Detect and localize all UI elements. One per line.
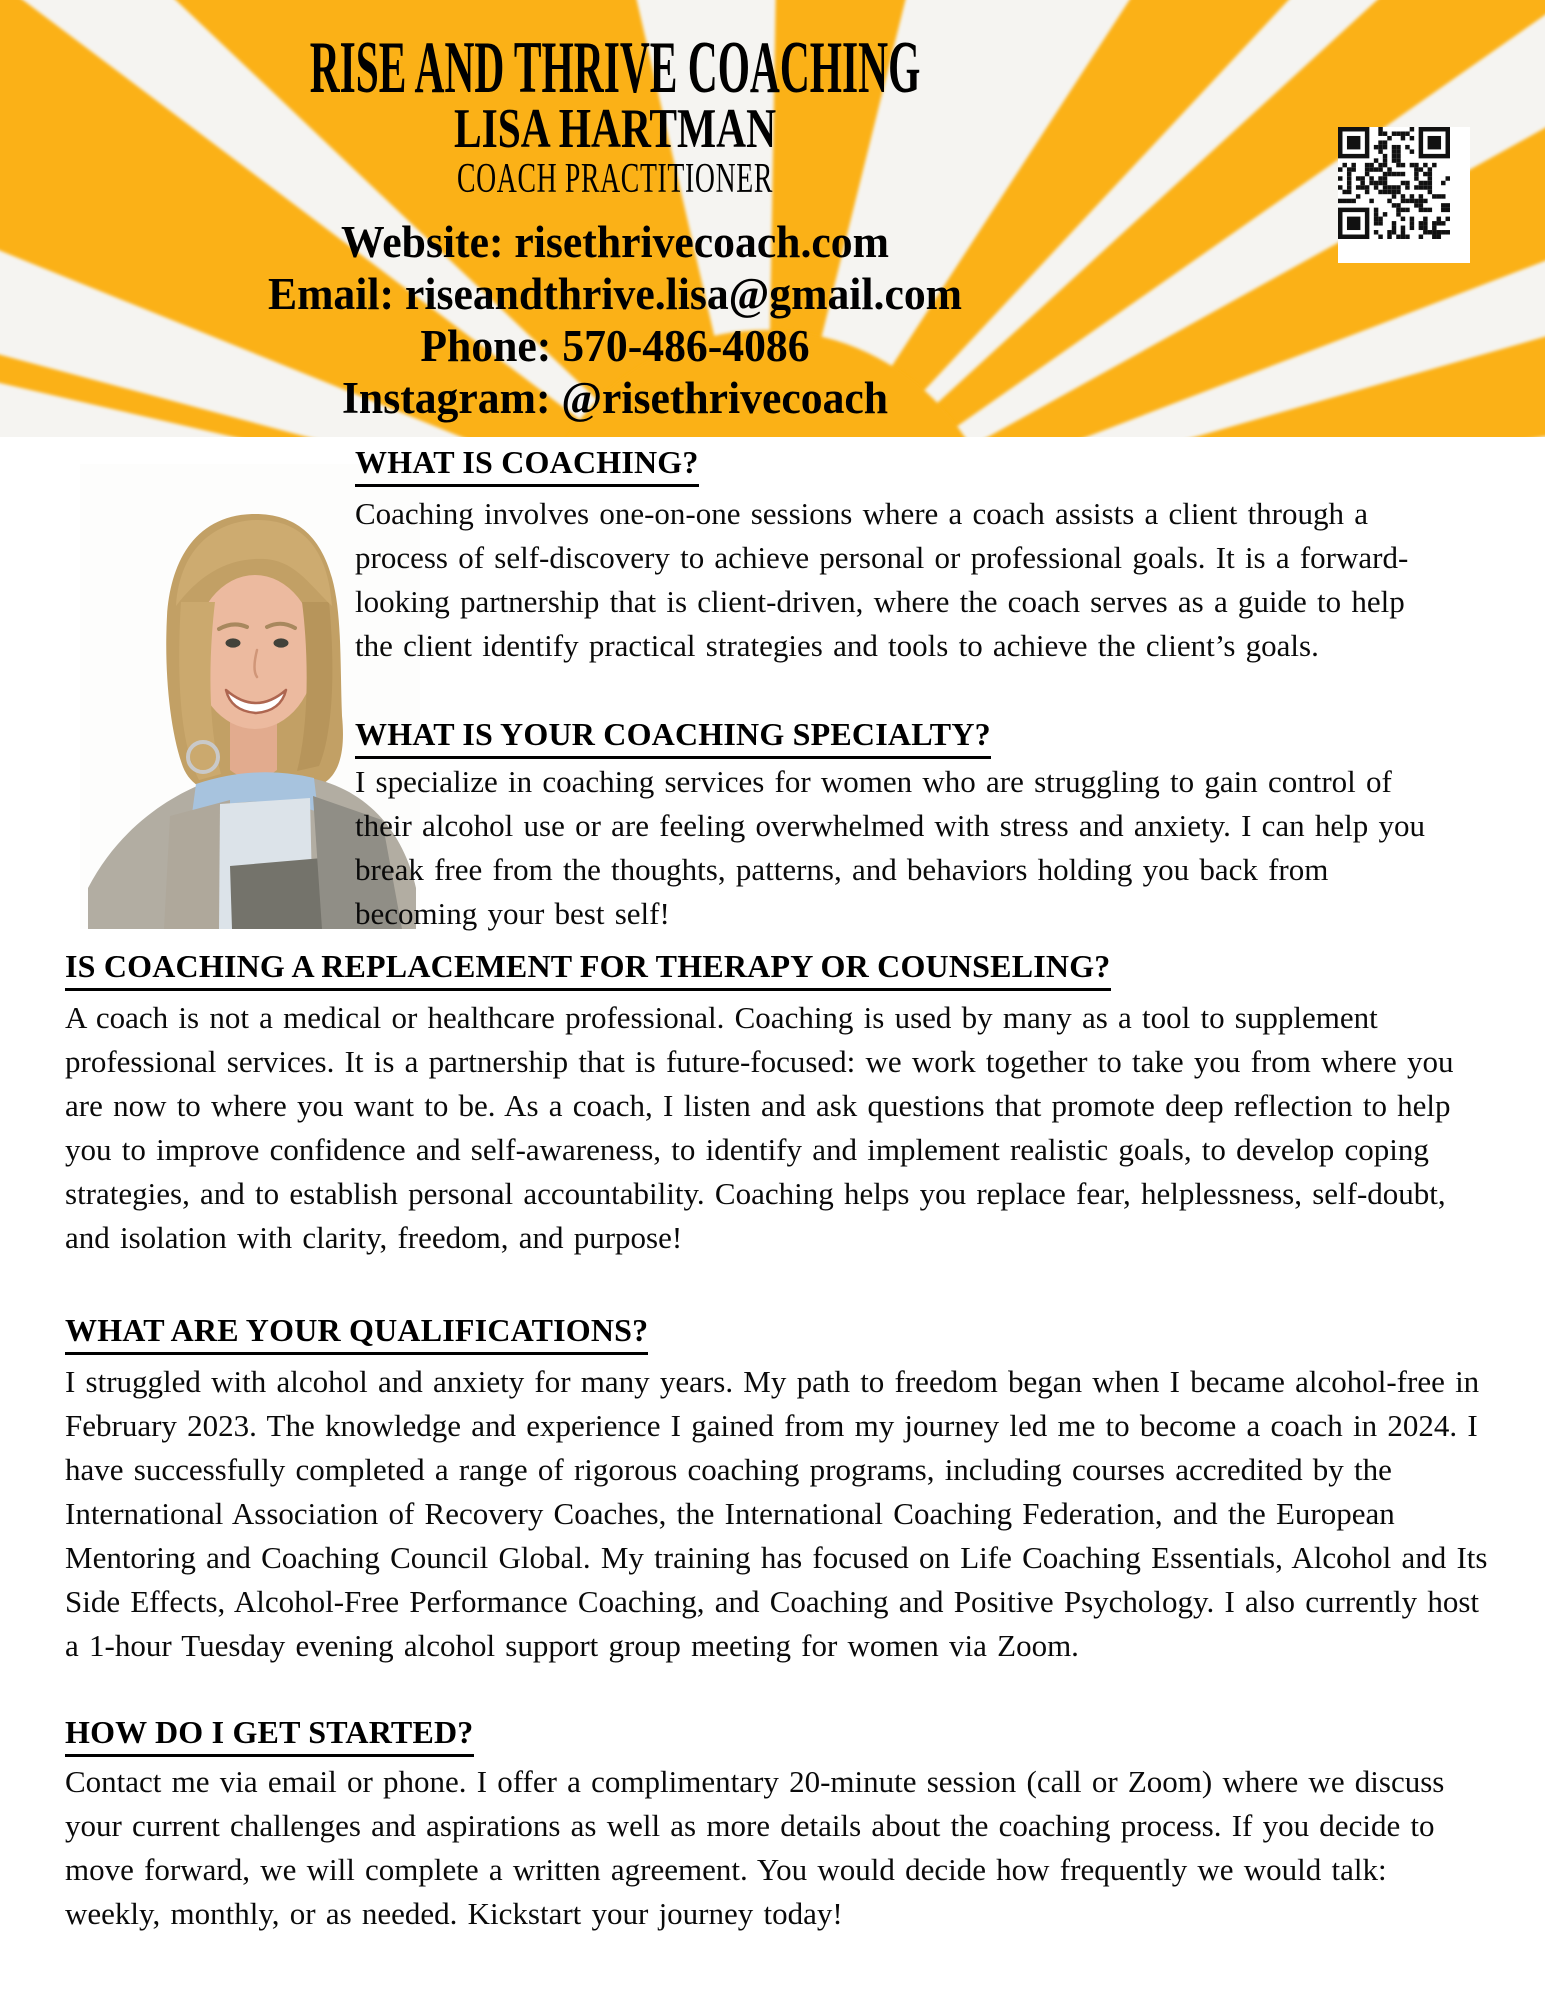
section-heading-qualifications: WHAT ARE YOUR QUALIFICATIONS? — [65, 1312, 648, 1355]
section-heading-get-started: HOW DO I GET STARTED? — [65, 1714, 474, 1757]
header-text-block — [0, 0, 1230, 437]
contact-instagram: Instagram: @risethrivecoach — [341, 373, 889, 423]
qr-code-icon — [1338, 127, 1450, 239]
page-title: RISE AND THRIVE COACHING — [309, 27, 921, 109]
section-heading-coaching-specialty: WHAT IS YOUR COACHING SPECIALTY? — [355, 716, 991, 759]
section-body-what-is-coaching: Coaching involves one-on-one sessions where a coach assists a client through a process of self-discovery to achieve personal or professional goals. It is a forward-looking partnership that is client-driven, where the coach serves as a guide to help the client identify practical strategies and tools to achieve the client’s goals. — [355, 496, 1409, 663]
header-banner — [0, 0, 1545, 437]
person-name: LISA HARTMAN — [453, 98, 777, 160]
section-body-replacement-for-therapy: A coach is not a medical or healthcare professional. Coaching is used by many as a tool to supplement professional services. It is a partnership that is future-focused: we work together to take you from where you are now to where you want to be. As a coach, I listen and ask questions that promote deep reflection to help you to improve confidence and self-awareness, to identify and implement realistic goals, to develop coping strategies, and to establish personal accountability. Coaching helps you replace fear, helplessness, self-doubt, and isolation with clarity, freedom, and purpose! — [65, 1000, 1454, 1255]
section-body-get-started: Contact me via email or phone. I offer a complimentary 20-minute session (call or Zoom) where we discuss your current challenges and aspirations as well as more details about the coaching process. If you decide to move forward, we will complete a written agreement. You would decide how frequently we would talk: weekly, monthly, or as needed. Kickstart your journey today! — [65, 1764, 1445, 1931]
section-heading-what-is-coaching: WHAT IS COACHING? — [355, 444, 699, 487]
contact-email: Email: riseandthrive.lisa@gmail.com — [267, 269, 963, 319]
contact-phone: Phone: 570-486-4086 — [420, 321, 810, 371]
person-role: COACH PRACTITIONER — [456, 156, 774, 202]
qr-code — [1338, 127, 1470, 263]
section-heading-replacement-for-therapy: IS COACHING A REPLACEMENT FOR THERAPY OR COUNSELING? — [65, 948, 1111, 991]
section-body-coaching-specialty: I specialize in coaching services for women who are struggling to gain control of their alcohol use or are feeling overwhelmed with stress and anxiety. I can help you break free from the thoughts, patterns, and behaviors holding you back from becoming your best self! — [355, 764, 1425, 931]
contact-website: Website: risethrivecoach.com — [341, 217, 889, 267]
section-body-qualifications: I struggled with alcohol and anxiety for many years. My path to freedom began when I became alcohol-free in February 2023. The knowledge and experience I gained from my journey led me to become a coach in 2024. I have successfully completed a range of rigorous coaching programs, including courses accredited by the International Association of Recovery Coaches, the International Coaching Federation, and the European Mentoring and Coaching Council Global. My training has focused on Life Coaching Essentials, Alcohol and Its Side Effects, Alcohol-Free Performance Coaching, and Coaching and Positive Psychology. I also currently host a 1-hour Tuesday evening alcohol support group meeting for women via Zoom. — [65, 1364, 1488, 1663]
